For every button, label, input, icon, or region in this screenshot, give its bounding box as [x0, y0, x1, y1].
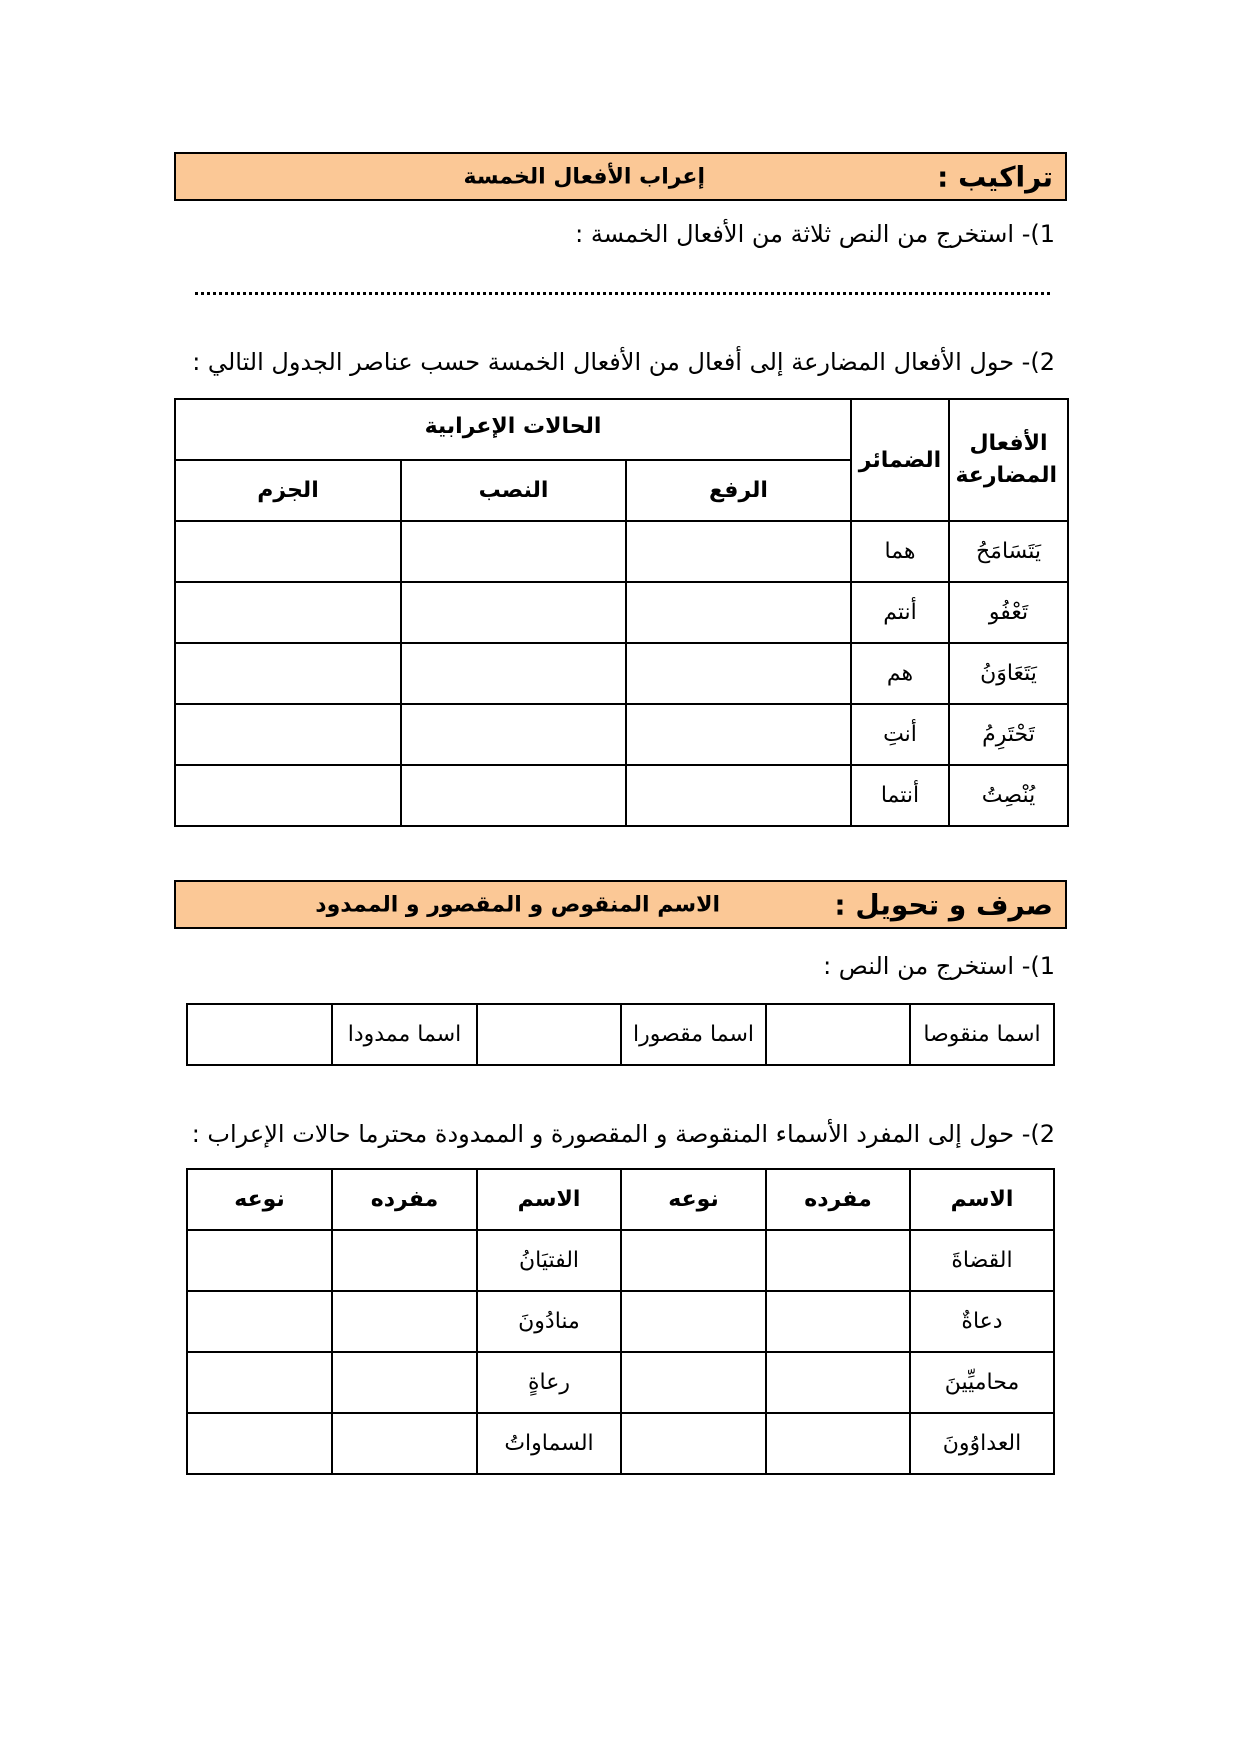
answer-cell-singular[interactable] [332, 1291, 477, 1352]
label-mamdud: اسما ممدودا [332, 1004, 477, 1065]
answer-dotted-line [195, 292, 1050, 295]
verb-cell: يَتَسَامَحُ [949, 521, 1068, 582]
noun-cell: منادُونَ [477, 1291, 621, 1352]
case-jazm-header: الجزم [175, 460, 401, 521]
answer-cell-raf[interactable] [626, 582, 851, 643]
pronoun-cell: أنتِ [851, 704, 949, 765]
answer-cell-maqsur[interactable] [477, 1004, 621, 1065]
label-manqus: اسما منقوصا [910, 1004, 1054, 1065]
answer-cell-singular[interactable] [332, 1413, 477, 1474]
verb-cell: يَتَعَاوَنُ [949, 643, 1068, 704]
col-header-verbs: الأفعال المضارعة [949, 399, 1068, 521]
pronoun-cell: أنتم [851, 582, 949, 643]
answer-cell-raf[interactable] [626, 765, 851, 826]
answer-cell-singular[interactable] [766, 1413, 910, 1474]
table-row [175, 582, 1068, 643]
pronoun-cell: هما [851, 521, 949, 582]
section2-question-2: 2)- حول إلى المفرد الأسماء المنقوصة و المقصورة و الممدودة محترما حالات الإعراب : [191, 1120, 1055, 1148]
answer-cell-jazm[interactable] [175, 765, 401, 826]
verb-cell: يُنْصِتُ [949, 765, 1068, 826]
section1-heading: تراكيب : [937, 160, 1053, 193]
answer-cell-type[interactable] [187, 1291, 332, 1352]
noun-cell: العداوُونَ [910, 1413, 1054, 1474]
answer-cell-singular[interactable] [766, 1291, 910, 1352]
answer-cell-type[interactable] [621, 1230, 766, 1291]
answer-cell-jazm[interactable] [175, 704, 401, 765]
section2-banner [174, 880, 1067, 929]
col-header-noun: الاسم [477, 1169, 621, 1230]
table-row [187, 1230, 1054, 1291]
section2-question-1: 1)- استخرج من النص : [823, 952, 1055, 980]
col-header-cases: الحالات الإعرابية [175, 399, 851, 460]
noun-cell: السماواتُ [477, 1413, 621, 1474]
table-row [175, 521, 1068, 582]
answer-cell-nasb[interactable] [401, 521, 626, 582]
noun-cell: الفتيَانُ [477, 1230, 621, 1291]
answer-cell-singular[interactable] [766, 1352, 910, 1413]
table-row [175, 643, 1068, 704]
pronoun-cell: أنتما [851, 765, 949, 826]
label-maqsur: اسما مقصورا [621, 1004, 766, 1065]
answer-cell-jazm[interactable] [175, 521, 401, 582]
answer-cell-nasb[interactable] [401, 704, 626, 765]
table-row [187, 1352, 1054, 1413]
answer-cell-jazm[interactable] [175, 643, 401, 704]
answer-cell-type[interactable] [187, 1352, 332, 1413]
answer-cell-type[interactable] [621, 1352, 766, 1413]
col-header-noun: الاسم [910, 1169, 1054, 1230]
section1-banner [174, 152, 1067, 201]
pronoun-cell: هم [851, 643, 949, 704]
col-header-singular: مفرده [766, 1169, 910, 1230]
case-raf-header: الرفع [626, 460, 851, 521]
answer-cell-nasb[interactable] [401, 643, 626, 704]
noun-cell: رعاةٍ [477, 1352, 621, 1413]
answer-cell-type[interactable] [621, 1413, 766, 1474]
table-row [175, 704, 1068, 765]
answer-cell-singular[interactable] [332, 1352, 477, 1413]
noun-cell: محاميِّينَ [910, 1352, 1054, 1413]
singular-table [186, 1168, 1055, 1475]
answer-cell-type[interactable] [187, 1230, 332, 1291]
col-header-type: نوعه [621, 1169, 766, 1230]
section2-heading: صرف و تحويل : [834, 888, 1053, 921]
answer-cell-raf[interactable] [626, 704, 851, 765]
answer-cell-mamdud[interactable] [187, 1004, 332, 1065]
answer-cell-jazm[interactable] [175, 582, 401, 643]
case-nasb-header: النصب [401, 460, 626, 521]
section1-question-2: 2)- حول الأفعال المضارعة إلى أفعال من الأفعال الخمسة حسب عناصر الجدول التالي : [192, 348, 1055, 376]
col-header-pronouns: الضمائر [851, 399, 949, 521]
verb-cell: تَعْفُو [949, 582, 1068, 643]
section1-question-1: 1)- استخرج من النص ثلاثة من الأفعال الخمسة : [575, 220, 1055, 248]
noun-cell: القضاةَ [910, 1230, 1054, 1291]
section2-topic: الاسم المنقوص و المقصور و الممدود [315, 892, 720, 917]
answer-cell-manqus[interactable] [766, 1004, 910, 1065]
answer-cell-raf[interactable] [626, 521, 851, 582]
noun-cell: دعاةٌ [910, 1291, 1054, 1352]
verbs-table [174, 398, 1069, 827]
answer-cell-singular[interactable] [332, 1230, 477, 1291]
table-row [187, 1413, 1054, 1474]
extract-table [186, 1003, 1055, 1066]
answer-cell-singular[interactable] [766, 1230, 910, 1291]
table-row [175, 765, 1068, 826]
answer-cell-nasb[interactable] [401, 765, 626, 826]
table-row [187, 1291, 1054, 1352]
answer-cell-type[interactable] [187, 1413, 332, 1474]
col-header-singular: مفرده [332, 1169, 477, 1230]
verb-cell: تَحْتَرِمُ [949, 704, 1068, 765]
answer-cell-raf[interactable] [626, 643, 851, 704]
section1-topic: إعراب الأفعال الخمسة [463, 164, 705, 189]
answer-cell-nasb[interactable] [401, 582, 626, 643]
col-header-type: نوعه [187, 1169, 332, 1230]
answer-cell-type[interactable] [621, 1291, 766, 1352]
